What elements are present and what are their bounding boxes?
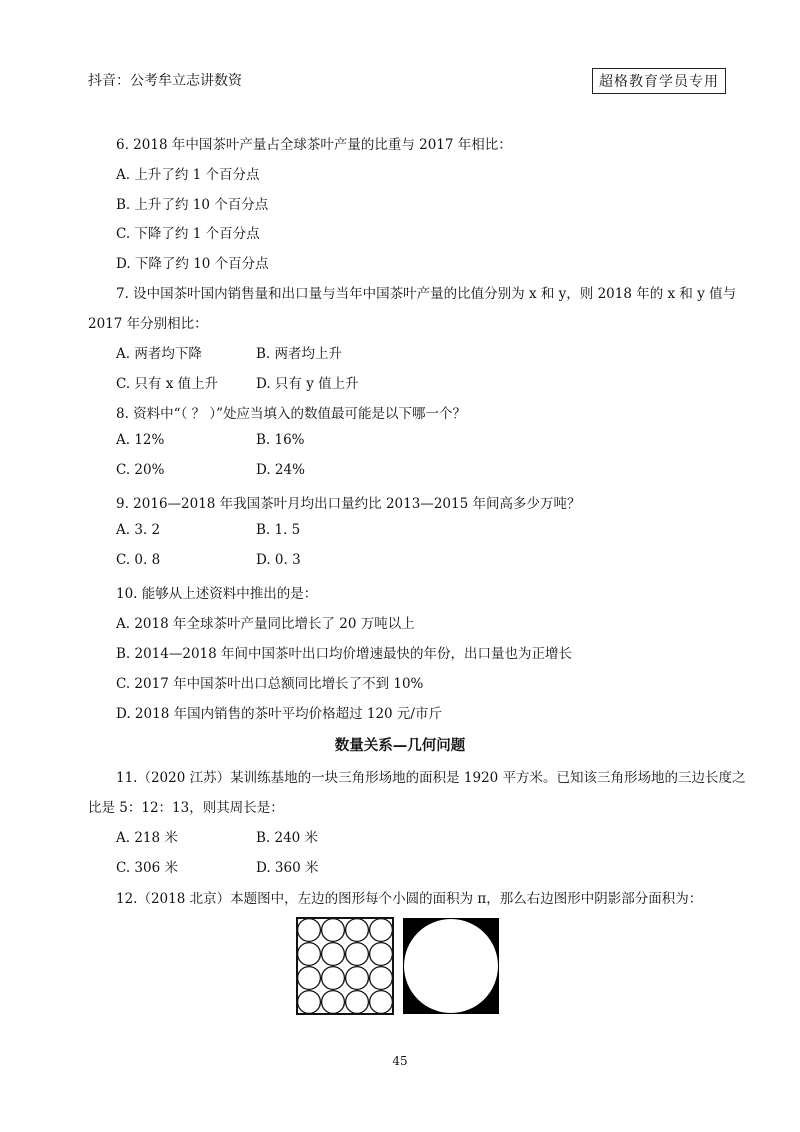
question-11-option-a: A. 218 米 — [116, 830, 178, 846]
question-9-option-b: B. 1. 5 — [256, 522, 301, 538]
question-9-stem: 9. 2016—2018 年我国茶叶月均出口量约比 2013—2015 年间高多少万吨？ — [116, 496, 581, 512]
question-10-option-d: D. 2018 年国内销售的茶叶平均价格超过 120 元/市斤 — [116, 706, 442, 722]
question-8-stem: 8. 资料中“（ ？ ）”处应当填入的数值最可能是以下哪一个？ — [116, 406, 467, 422]
question-7-stem-line2: 2017 年分别相比： — [88, 316, 208, 332]
question-12-stem: 12.（2018 北京）本题图中，左边的图形每个小圆的面积为 π，那么右边图形中阴影部分面积为： — [116, 891, 703, 907]
question-11-option-d: D. 360 米 — [256, 860, 319, 876]
question-8-option-c: C. 20% — [116, 462, 165, 478]
question-11-stem-line2: 比是 5：12：13，则其周长是： — [88, 800, 284, 816]
question-6-option-b: B. 上升了约 10 个百分点 — [116, 197, 269, 213]
shaded-square-figure — [403, 918, 499, 1014]
question-8-option-d: D. 24% — [256, 462, 305, 478]
question-6-option-c: C. 下降了约 1 个百分点 — [116, 226, 260, 242]
question-11-option-c: C. 306 米 — [116, 860, 178, 876]
question-11-stem-line1: 11.（2020 江苏）某训练基地的一块三角形场地的面积是 1920 平方米。已知该三角形场地的三边长度之 — [116, 770, 746, 786]
question-10-option-c: C. 2017 年中国茶叶出口总额同比增长了不到 10% — [116, 676, 424, 692]
question-9-option-d: D. 0. 3 — [256, 552, 301, 568]
question-7-option-c: C. 只有 x 值上升 — [116, 376, 219, 392]
large-circle — [404, 919, 498, 1013]
circle-grid-frame — [297, 918, 393, 1014]
question-9-option-c: C. 0. 8 — [116, 552, 161, 568]
question-9-option-a: A. 3. 2 — [116, 522, 161, 538]
question-7-option-b: B. 两者均上升 — [256, 346, 343, 362]
question-7-stem-line1: 7. 设中国茶叶国内销售量和出口量与当年中国茶叶产量的比值分别为 x 和 y，则 2018 年的 x 和 y 值与 — [116, 286, 737, 302]
question-7-option-a: A. 两者均下降 — [116, 346, 202, 362]
circle-grid-figure — [297, 918, 393, 1014]
question-10-option-b: B. 2014—2018 年间中国茶叶出口均价增速最快的年份，出口量也为正增长 — [116, 646, 573, 662]
page-number: 45 — [392, 1054, 408, 1068]
question-10-stem: 10. 能够从上述资料中推出的是： — [116, 586, 318, 602]
question-6-option-a: A. 上升了约 1 个百分点 — [116, 167, 260, 183]
header-right-label: 超格教育学员专用 — [592, 68, 726, 94]
question-7-option-d: D. 只有 y 值上升 — [256, 376, 359, 392]
question-11-option-b: B. 240 米 — [256, 830, 319, 846]
question-8-option-a: A. 12% — [116, 432, 165, 448]
question-10-option-a: A. 2018 年全球茶叶产量同比增长了 20 万吨以上 — [116, 616, 415, 632]
question-6-stem: 6. 2018 年中国茶叶产量占全球茶叶产量的比重与 2017 年相比： — [116, 137, 512, 153]
section-title: 数量关系—几何问题 — [334, 738, 466, 754]
question-8-option-b: B. 16% — [256, 432, 305, 448]
question-12-figure — [295, 916, 505, 1016]
header-left-text: 抖音：公考牟立志讲数资 — [88, 73, 242, 89]
question-6-option-d: D. 下降了约 10 个百分点 — [116, 256, 269, 272]
